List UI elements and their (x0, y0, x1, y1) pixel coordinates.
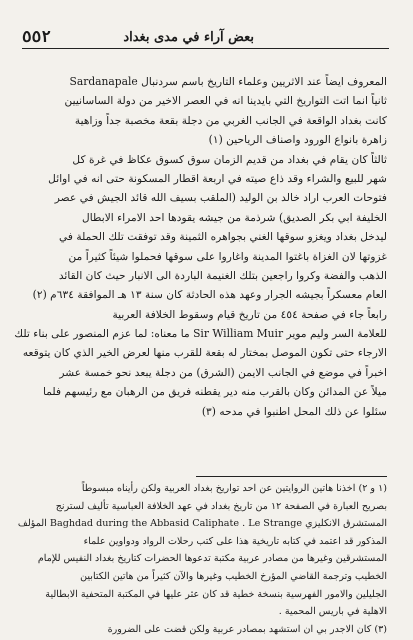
footnote-divider (196, 476, 387, 477)
text-line: للعلامة السر وليم موير Sir William Muir ما معناه: لما عزم المنصور على بناء تلك (14, 327, 387, 341)
text-line: الذهب والفضة وكروا راجعين بتلك الغنيمة الباردة الى الانبار حيث كان القائد (58, 268, 387, 282)
text-line: زاهرة بانواع الورود واصناف الرياحين (١) (208, 133, 387, 147)
text-line: غزوتها لان الغزاة باغتوا المدينة واغاروا على سوقها فحملوا شيئاً كثيراً من (68, 249, 387, 263)
page-header (22, 22, 389, 49)
footnote-line: المذكور قد اعتمد في كتابه تاريخية هذا على كتب رحلات الرواد ودواوين علماء (83, 535, 387, 547)
footnote-line: المستشرق الانكليزي Baghdad during the Abbasid Caliphate . Le Strange المؤلف (17, 518, 387, 530)
footnote-line: المستشرقين وغيرها من مصادر عربية مكتبة تدعوها الحضرات كتاريخ بغداد النفيس للإمام (37, 553, 387, 565)
text-line: فتوحات العرب اراد خالد بن الوليد (الملقب بسيف الله قائد الجيش في عصر (54, 191, 387, 205)
text-line: ثالثاً كان يقام في بغداد من قديم الزمان سوق كسوق عكاظ في غرة كل (72, 152, 387, 166)
text-line: كانت بغداد الواقعة في الجانب الغربي من دجلة بقعة مخصبة جداً وزاهية (74, 113, 387, 127)
running-title: بعض آراء في مدى بغداد (123, 30, 254, 45)
text-line: سئلوا عن ذلك المحل اطنبوا في مدحه (٣) (201, 404, 387, 418)
main-text (14, 72, 387, 421)
text-line: شهر للبيع والشراء وقد ذاع صيته في اربعة اقطار المسكونة حتى انه في اوائل (48, 171, 387, 185)
text-line: ثانياً انما اتت التواريخ التي بايدينا انه في العصر الاخير من دولة الساسانيين (64, 94, 387, 108)
footnote-line: (٣) كان الاجدر بي ان استشهد بمصادر عربية ولكن قضت على الضرورة (107, 623, 387, 635)
text-line: الارجاء حتى تكون الموصل بمختار له بقعة للقرب منها لعرض الخير الذي كان يتوقعه (22, 346, 387, 360)
footnotes (17, 480, 387, 638)
footnote-line: الجليلين والامور الفهرسية بنسخة خطية قد كان عثر عليها في المكتبة المتحفية الابطالية (45, 588, 387, 600)
text-line: ليدخل بغداد ويغزو سوقها الغني بجواهره الثمينة وقد توفقت تلك الحملة في (58, 230, 387, 244)
footnote-line: الاهلية في باريس المحمية . (278, 606, 387, 618)
text-line: اخبراً في موضع في الجانب الايمن (الشرق) من دجلة يبعد نحو خمسة عشر (59, 365, 387, 379)
page-number: ٥٥٢ (22, 27, 51, 46)
text-line: الخليفة ابي بكر الصديق) شرذمة من جيشه يقودها احد الامراء الابطال (81, 210, 387, 224)
text-line: رابعاً جاء في صفحة ٤٥٤ من تاريخ قيام وسقوط الخلافة العربية (112, 307, 387, 321)
text-line: المعروف ايضاً عند الاثريين وعلماء التاريخ باسم سردنبال Sardanapale (69, 75, 387, 88)
footnote-line: بصريح العبارة في الصفحة ١٢ من تاريخ بغداد في عهد الخلافة العباسية تأليف لسترنج (55, 500, 387, 512)
footnote-line: الخطيب وترجمة القاضي المؤرخ الخطيب وغيرها والآن كثيراً من هاتين الكتابين (80, 570, 387, 582)
footnote-line: (١ و ٢) اخذنا هاتين الروايتين عن احد تواريخ بغداد العربية ولكن رأيناه مبسوطاً (81, 483, 387, 494)
text-line: العام معسكراً بجيشه الجرار وعهد هذه الحادثة كان سنة ١٣ هـ الموافقة ٦٣٤م (٢) (32, 288, 387, 302)
text-line: ميلاً عن المدائن وكان بالقرب منه دير يقطنه فريق من الرهبان مع رئيسهم فلما (43, 385, 387, 399)
